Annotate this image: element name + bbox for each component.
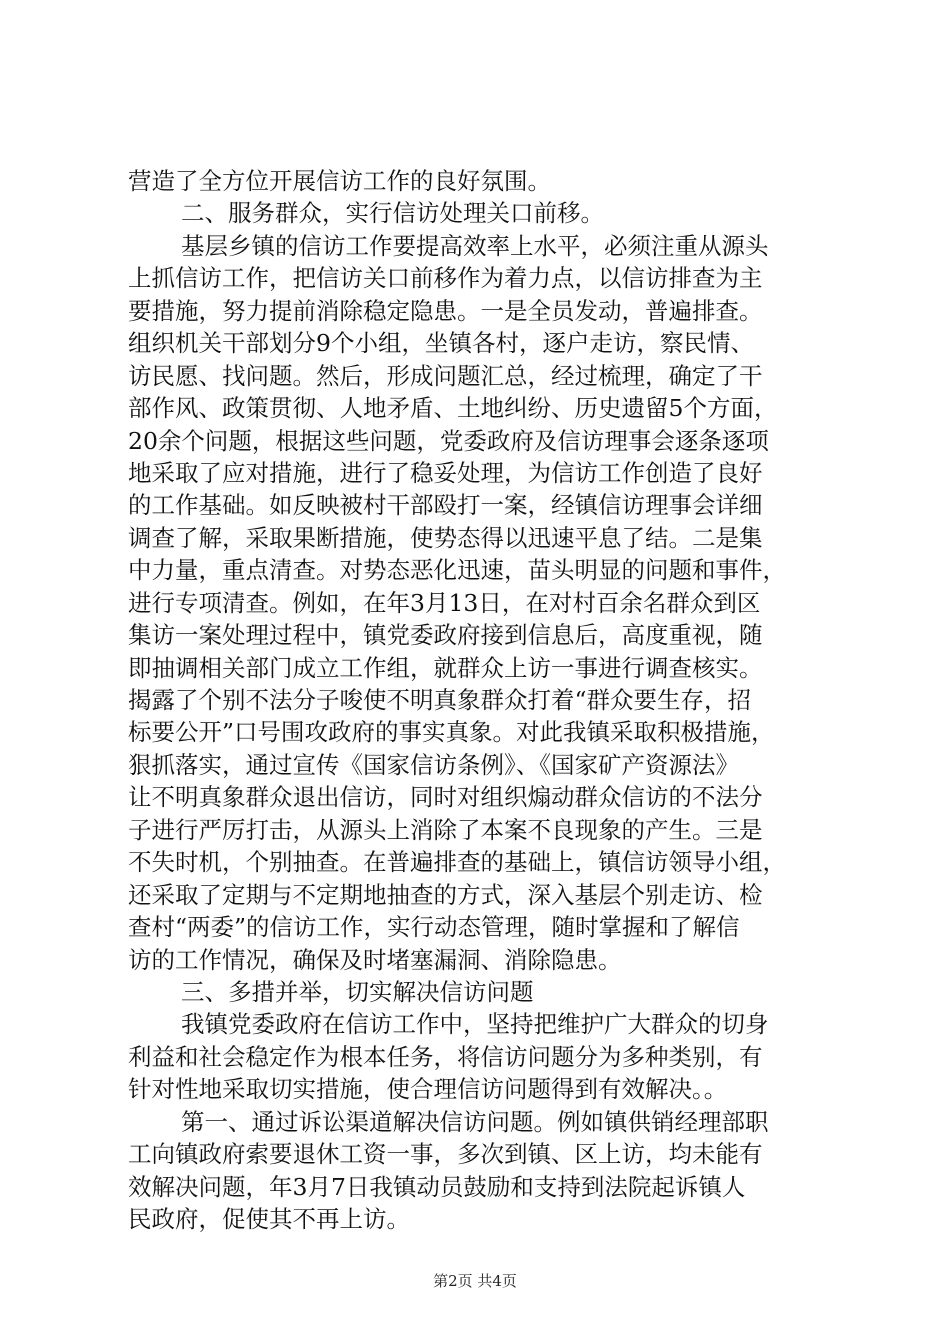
text-line: 狠抓落实，通过宣传《国家信访条例》、《国家矿产资源法》 xyxy=(128,750,739,779)
text-line: 组织机关干部划分9个小组，坐镇各村，逐户走访，察民情、 xyxy=(128,329,754,358)
text-line: 20余个问题，根据这些问题，党委政府及信访理事会逐条逐项 xyxy=(128,426,769,455)
text-line: 要措施，努力提前消除稳定隐患。一是全员发动，普遍排查。 xyxy=(128,296,763,325)
text-line: 地采取了应对措施，进行了稳妥处理，为信访工作创造了良好 xyxy=(128,458,763,487)
text-line: 利益和社会稳定作为根本任务，将信访问题分为多种类别，有 xyxy=(128,1042,763,1071)
text-line: 查村“两委”的信访工作，实行动态管理，随时掌握和了解信 xyxy=(128,913,740,942)
text-line: 调查了解，采取果断措施，使势态得以迅速平息了结。二是集 xyxy=(128,523,763,552)
text-line: 效解决问题，年3月7日我镇动员鼓励和支持到法院起诉镇人 xyxy=(128,1172,746,1201)
text-line: 基层乡镇的信访工作要提高效率上水平，必须注重从源头 xyxy=(181,231,769,260)
text-line: 民政府，促使其不再上访。 xyxy=(128,1205,410,1233)
text-line: 第一、通过诉讼渠道解决信访问题。例如镇供销经理部职 xyxy=(181,1107,769,1136)
text-line: 进行专项清查。例如，在年3月13日，在对村百余名群众到区 xyxy=(128,588,761,617)
page-footer: 第2页 共4页 xyxy=(433,1272,517,1290)
document-body xyxy=(128,165,828,1235)
text-line: 让不明真象群众退出信访，同时对组织煽动群众信访的不法分 xyxy=(128,783,763,812)
text-line: 子进行严厉打击，从源头上消除了本案不良现象的产生。三是 xyxy=(128,815,763,844)
text-line: 即抽调相关部门成立工作组，就群众上访一事进行调查核实。 xyxy=(128,653,763,682)
text-line: 三、多措并举，切实解决信访问题 xyxy=(181,977,534,1006)
text-line: 还采取了定期与不定期地抽查的方式，深入基层个别走访、检 xyxy=(128,880,763,909)
text-line: 二、服务群众，实行信访处理关口前移。 xyxy=(181,199,604,228)
text-line: 中力量，重点清查。对势态恶化迅速，苗头明显的问题和事件， xyxy=(128,556,786,585)
text-line: 上抓信访工作，把信访关口前移作为着力点，以信访排查为主 xyxy=(128,264,763,293)
text-line: 访民愿、找问题。然后，形成问题汇总，经过梳理，确定了干 xyxy=(128,361,763,390)
text-line: 集访一案处理过程中，镇党委政府接到信息后，高度重视，随 xyxy=(128,621,763,650)
text-line: 揭露了个别不法分子唆使不明真象群众打着“群众要生存，招 xyxy=(128,686,752,714)
text-line: 标要公开”口号围攻政府的事实真象。对此我镇采取积极措施， xyxy=(128,718,775,747)
text-line: 工向镇政府索要退休工资一事，多次到镇、区上访，均未能有 xyxy=(128,1140,763,1169)
text-line: 的工作基础。如反映被村干部殴打一案，经镇信访理事会详细 xyxy=(128,491,763,520)
text-line: 访的工作情况，确保及时堵塞漏洞、消除隐患。 xyxy=(128,945,622,974)
text-line: 部作风、政策贯彻、人地矛盾、土地纠纷、历史遗留5个方面， xyxy=(128,394,778,423)
text-line: 针对性地采取切实措施，使合理信访问题得到有效解决。。 xyxy=(128,1075,728,1104)
text-line: 营造了全方位开展信访工作的良好氛围。 xyxy=(128,167,551,195)
text-line: 我镇党委政府在信访工作中，坚持把维护广大群众的切身 xyxy=(181,1010,769,1039)
text-line: 不失时机，个别抽查。在普遍排查的基础上，镇信访领导小组， xyxy=(128,848,786,877)
